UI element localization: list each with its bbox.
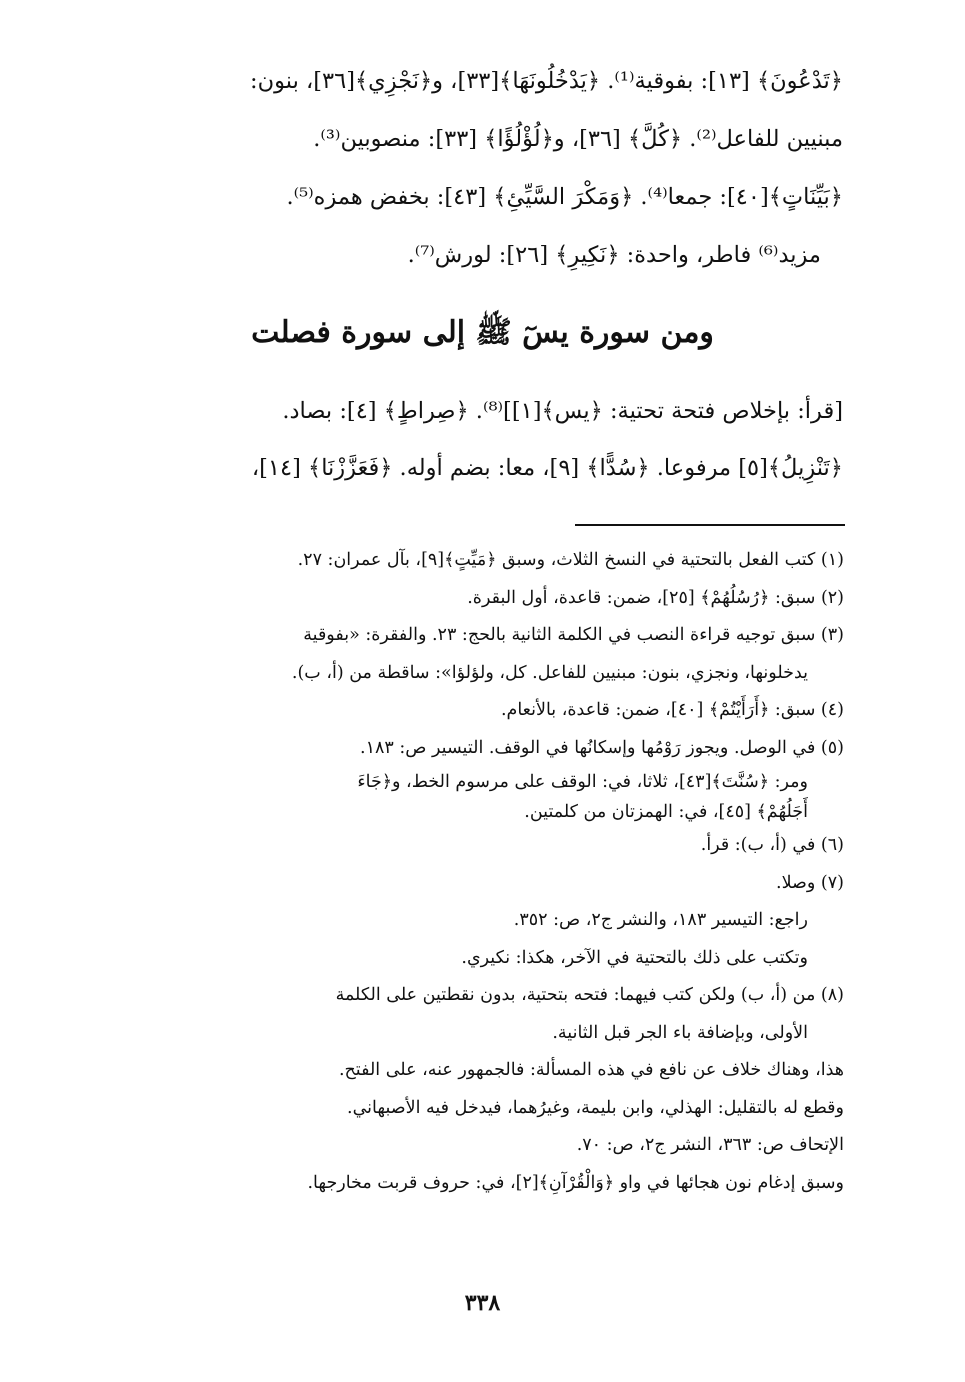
main-line-3: ﴿بَيِّنَاتٍ﴾[٤٠]: جمعا⁽⁴⁾. ﴿وَمَكْرَ السَّيِّئِ﴾ [٤٣]: بخفض همزه⁽⁵⁾. [286,184,843,210]
footnote-8: (٨) من (أ، ب) ولكن كتب فيهما: فتحه بتحتية، بدون نقطتين على الكلمة [335,985,844,1005]
footnote-3: (٣) سبق توجيه قراءة النصب في الكلمة الثانية بالحج: ٢٣. والفقرة: «بفوقية [303,625,844,645]
main-line-2: مبنيين للفاعل⁽²⁾. ﴿كُلَّ﴾ [٣٦]، و﴿لُؤْلُؤًا﴾ [٣٣]: منصوبين⁽³⁾. [313,126,843,152]
main-line-6: ﴿تَنْزِيلُ﴾[٥] مرفوعا. ﴿سُدًّا﴾ [٩]، معا: بضم أوله. ﴿فَعَزَّزْنَا﴾ [١٤]، [251,455,843,481]
footnote-5-cont: ومر: ﴿سُنَّتَ﴾[٤٣]، ثلاثا، في: الوقف على مرسوم الخط، و﴿جَاءَ [357,772,808,792]
section-heading: ومن سورة يسٓ ﷺ إلى سورة فصلت [251,315,714,350]
footnote-8-cont5: وسبق إدغام نون هجائها في واو ﴿وَالْقُرْآنِ﴾[٢]، في: حروف قربت مخارجها. [307,1172,844,1193]
footnote-7: (٧) وصلا. [776,872,844,893]
footnote-6: (٦) في (أ، ب): قرأ. [700,835,844,855]
main-line-5: [قرأ: بإخلاص فتحة تحتية: ﴿يس﴾[١]]⁽⁸⁾. ﴿صِراطٍ﴾ [٤]: بصاد. [282,398,843,424]
footnote-2: (٢) سبق: ﴿رُسُلُهُمْ﴾ [٢٥]، ضمن: قاعدة، أول البقرة. [467,587,844,608]
footnote-5: (٥) في الوصل. ويجوز رَوْمُها وإسكانُها في الوقف. التيسير ص: ١٨٣. [360,737,844,758]
footnote-1: (١) كتب الفعل بالتحتية في النسخ الثلاث، وسبق ﴿مَيِّتٍ﴾[٩]، بآل عمران: ٢٧. [297,550,844,570]
footnote-8-cont3: وقطع له بالتقليل: الهذلي، وابن بليمة، وغيرُهما، فيدخل فيه الأصبهاني. [347,1097,844,1118]
footnote-3-cont: يدخلونها، ونجزي، بنون: مبنيين للفاعل. كل، ولؤلؤا»: ساقطة من (أ، ب). [291,662,808,683]
footnote-8-cont: الأولى، وبإضافة باء الجر قبل الثانية. [552,1022,808,1043]
main-text [128,52,843,284]
footnote-8-cont2: هذا، وهناك خلاف عن نافع في هذه المسألة: فالجمهور عنه، على الفتح. [338,1060,844,1080]
footnote-5-cont2: أَجَلُهُمْ﴾ [٤٥]، في: الهمزتان من كلمتين. [524,802,808,822]
main-line-4: مزيد⁽⁶⁾ فاطر، واحدة: ﴿نَكِيرِ﴾ [٢٦]: لورش⁽⁷⁾. [407,242,821,268]
footnote-7-cont2: وتكتب على ذلك بالتحتية في الآخر، هكذا: نكيري. [461,947,808,968]
footnote-separator [575,524,845,526]
footnote-8-cont4: الإتحاف ص: ٣٦٣، النشر ج٢، ص: ٧٠. [576,1135,844,1155]
footnote-4: (٤) سبق: ﴿أَرَأَيْتُمْ﴾ [٤٠]، ضمن: قاعدة، بالأنعام. [500,700,844,720]
footnote-7-cont: راجع: التيسير ١٨٣، والنشر ج٢، ص: ٣٥٢. [513,910,808,930]
footnotes [128,542,844,1202]
main-line-1: ﴿تَدْعُونَ﴾ [١٣]: بفوقية⁽¹⁾. ﴿يَدْخُلُونَهَا﴾[٣٣]، و﴿نَجْزِي﴾[٣٦]، بنون: [250,68,843,94]
main-text-2 [128,383,843,497]
page-number: ٣٣٨ [464,1290,501,1316]
